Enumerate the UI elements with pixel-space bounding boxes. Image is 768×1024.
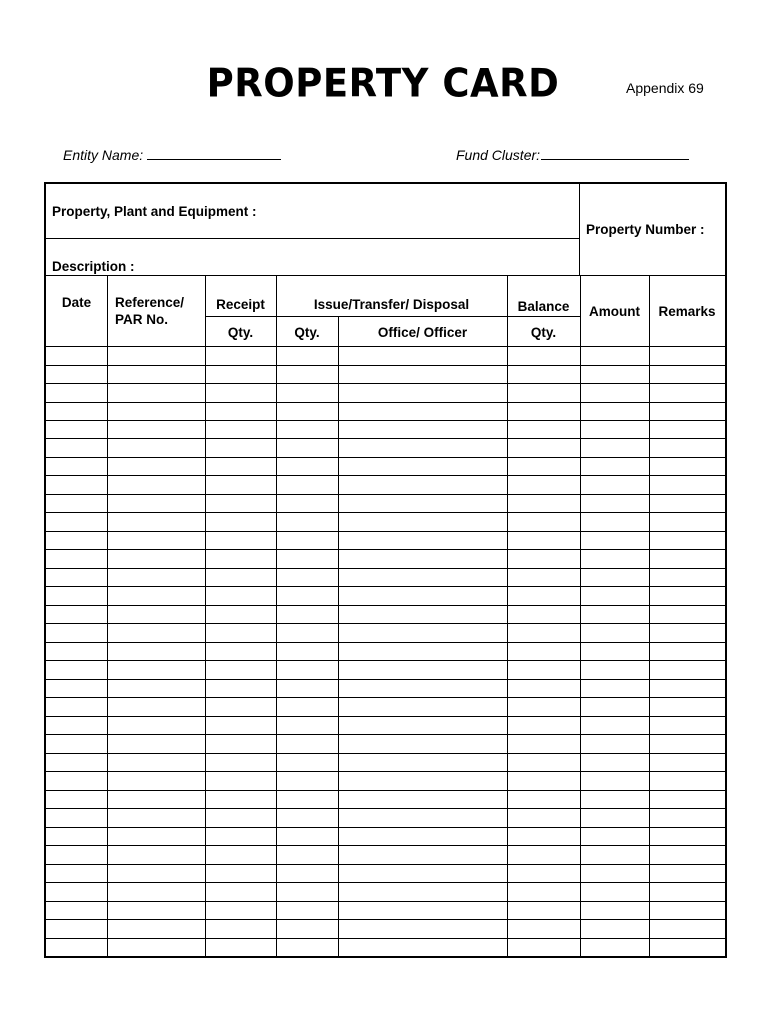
col-line-amount (649, 275, 650, 956)
col-line-reference (205, 275, 206, 956)
table-row-line (46, 383, 725, 384)
table-row-line (46, 864, 725, 865)
table-row-line (46, 402, 725, 403)
col-line-date (107, 275, 108, 956)
col-issue-qty-header: Qty. (294, 325, 320, 340)
page-title: PROPERTY CARD (206, 60, 560, 107)
table-row-line (46, 938, 725, 939)
fund-cluster-label: Fund Cluster: (456, 147, 541, 163)
col-reference-line1: Reference/ (115, 295, 185, 310)
table-row-line (46, 660, 725, 661)
table-row-line (46, 808, 725, 809)
table-row-line (46, 679, 725, 680)
table-row-line (46, 827, 725, 828)
col-reference-header (115, 294, 184, 328)
appendix-label: Appendix 69 (626, 80, 704, 96)
entity-name-blank[interactable] (147, 147, 281, 160)
col-balance-qty-header: Qty. (530, 325, 557, 340)
table-row-line (46, 438, 725, 439)
table-row-line (46, 882, 725, 883)
col-line-issue-qty (338, 316, 339, 956)
col-line-receipt (276, 275, 277, 956)
table-row-line (46, 790, 725, 791)
table-row-line (46, 512, 725, 513)
table-row-line (46, 420, 725, 421)
table-row-line (46, 605, 725, 606)
table-row-line (46, 697, 725, 698)
table-row-line (46, 771, 725, 772)
table-row-line (46, 549, 725, 550)
table-row-line (46, 586, 725, 587)
col-remarks-header: Remarks (658, 304, 716, 319)
table-row-line (46, 642, 725, 643)
description-label: Description : (52, 259, 135, 274)
info-section-divider (46, 275, 725, 276)
table-row-line (46, 531, 725, 532)
fund-cluster-field (456, 147, 689, 163)
table-row-line (46, 753, 725, 754)
col-line-office (507, 275, 508, 956)
ppe-divider (46, 238, 580, 239)
table-row-line (46, 901, 725, 902)
table-row-line (46, 716, 725, 717)
col-reference-line2: PAR No. (115, 312, 168, 327)
table-row-line (46, 623, 725, 624)
col-date-header: Date (61, 295, 92, 310)
table-row-line (46, 734, 725, 735)
property-number-label: Property Number : (586, 222, 705, 237)
table-row-line (46, 475, 725, 476)
col-issue-header: Issue/Transfer/ Disposal (313, 297, 470, 312)
col-receipt-header: Receipt (216, 297, 265, 312)
table-row-line (46, 494, 725, 495)
table-row-line (46, 919, 725, 920)
col-amount-header: Amount (589, 304, 640, 319)
table-row-line (46, 365, 725, 366)
property-card-form (44, 182, 727, 958)
header-bottom-line (46, 346, 725, 347)
entity-name-field (63, 147, 281, 163)
ppe-label: Property, Plant and Equipment : (52, 204, 257, 219)
col-receipt-qty-header: Qty. (227, 325, 254, 340)
col-office-officer-header: Office/ Officer (377, 325, 468, 340)
col-balance-header: Balance (517, 299, 570, 314)
table-row-line (46, 457, 725, 458)
table-row-line (46, 568, 725, 569)
subheader-divider (205, 316, 580, 317)
fund-cluster-blank[interactable] (541, 147, 689, 160)
entity-name-label: Entity Name: (63, 147, 144, 163)
table-row-line (46, 845, 725, 846)
property-number-divider (579, 184, 580, 275)
col-line-balance (580, 275, 581, 956)
